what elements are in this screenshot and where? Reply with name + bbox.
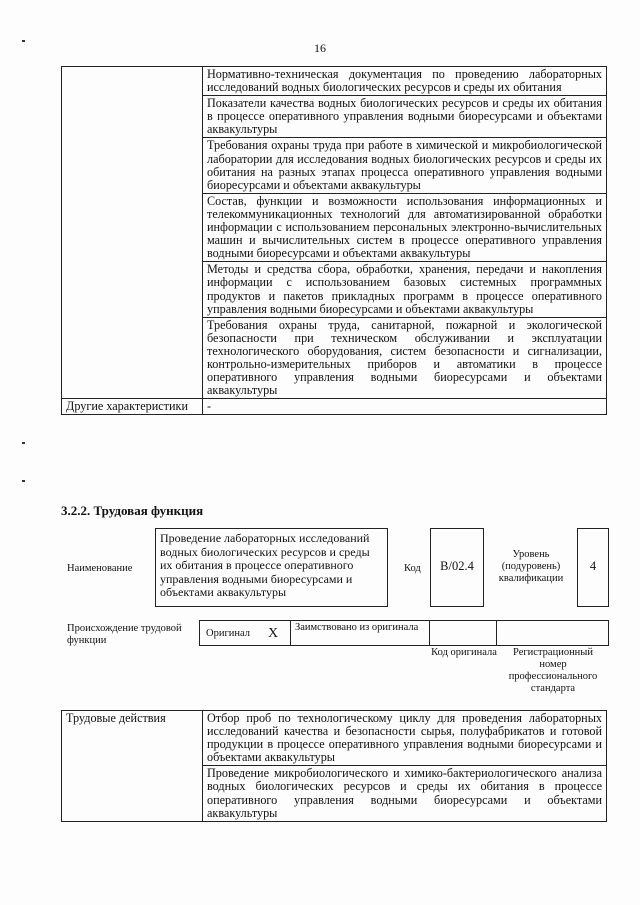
level-label: Уровень (подуровень) квалификации [498,549,564,584]
actions-label: Трудовые действия [62,711,203,822]
name-label: Наименование [67,563,133,574]
original-mark: X [268,626,279,641]
knowledge-item: Методы и средства сбора, обработки, хранения, передачи и накопления информации с использованием базовых системных программных продуктов и пакетов прикладных программ в процессе оперативного управления водными биоресурсами и объектами аквакультуры [203,262,607,317]
page-number: 16 [314,41,326,55]
registration-caption: Регистрационный номер профессионального стандарта [508,647,598,694]
table-row [62,711,607,766]
knowledge-item: Показатели качества водных биологических ресурсов и среды их обитания в процессе оперативного управления водными биоресурсами и объектами аквакультуры [203,96,607,138]
section-title: 3.2.2. Трудовая функция [61,503,204,518]
knowledge-item: Требования охраны труда при работе в химической и микробиологической лаборатории для исследования водных биологических ресурсов и среды их обитания на разных этапах процесса оперативного управления водными биоресурсами и объектами аквакультуры [203,138,607,193]
original-label: Оригинал [206,628,250,639]
registration-number-cell [496,620,609,646]
knowledge-table [61,66,607,415]
knowledge-item: Требования охраны труда, санитарной, пожарной и экологической безопасности при техническом обслуживании и эксплуатации технологического оборудования, систем безопасности и сигнализации, контрольно-измерительных приборов и автоматики в процессе оперативного управления водными биоресурсами и объектами аквакультуры [203,317,607,399]
code-label: Код [404,563,421,574]
table-row [62,67,607,96]
function-code-box: B/02.4 [430,528,484,607]
other-characteristics-value: - [203,399,607,415]
table-row [62,399,607,415]
knowledge-label-cell [62,67,203,399]
other-characteristics-label: Другие характеристики [62,399,203,415]
borrowed-cell [290,620,430,646]
scan-mark [22,442,25,444]
original-cell [199,620,291,646]
borrowed-label: Заимствовано из оригинала [295,622,419,633]
action-item: Отбор проб по технологическому циклу для проведения лабораторных исследований качества и безопасности сырья, полуфабрикатов и готовой продукции в процессе оперативного управления водными биоресурсами и объектами аквакультуры [203,711,607,766]
level-box: 4 [577,528,609,607]
code-original-caption: Код оригинала [431,647,497,658]
original-code-cell [429,620,497,646]
function-name-box: Проведение лабораторных исследований водных биологических ресурсов и среды их обитания в процессе оперативного управления водными биоресурсами и объектами аквакультуры [155,528,388,607]
action-item: Проведение микробиологического и химико-бактериологического анализа водных биологических ресурсов и среды их обитания в процессе оперативного управления водными биоресурсами и объектами аквакультуры [203,766,607,821]
knowledge-item: Состав, функции и возможности использования информационных и телекоммуникационных технологий для автоматизированной обработки информации с использованием персональных электронно-вычислительных машин и вычислительных систем в процессе оперативного управления водными биоресурсами и объектами аквакультуры [203,193,607,261]
origin-table [199,620,609,646]
scan-mark [22,480,25,482]
knowledge-item: Нормативно-техническая документация по проведению лабораторных исследований водных биологических ресурсов и среды их обитания [203,67,607,96]
actions-table [61,710,607,822]
origin-label: Происхождение трудовой функции [67,623,182,646]
